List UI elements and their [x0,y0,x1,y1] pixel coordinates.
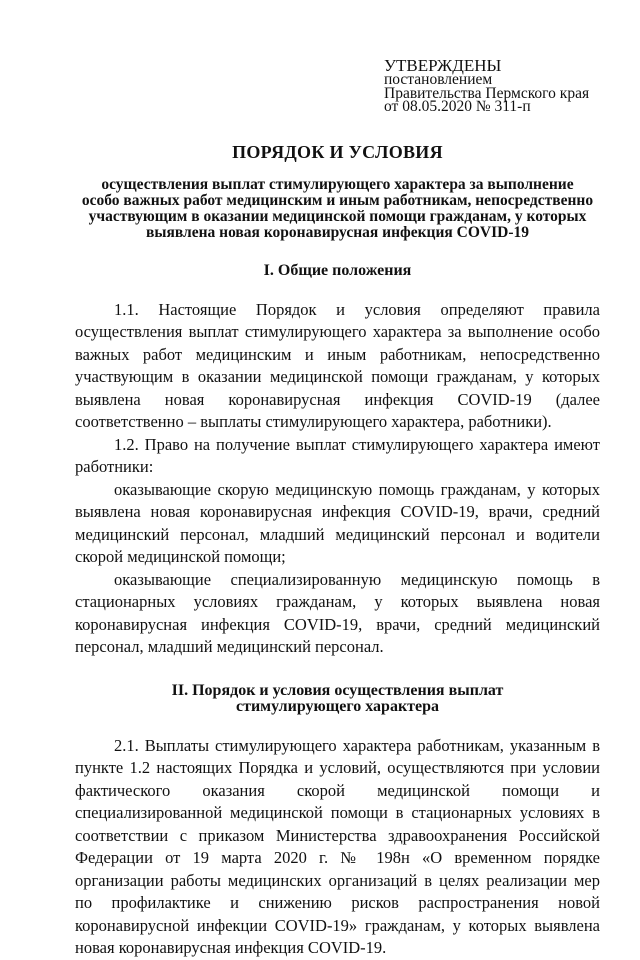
section-2-heading [75,683,600,715]
spacer [75,659,600,683]
subtitle-line: выявлена новая коронавирусная инфекция COVID-19 [145,223,530,241]
paragraph-2-1: 2.1. Выплаты стимулирующего характера работникам, указанным в пункте 1.2 настоящих Порядка и условий, осуществляются при условии фактического оказания скорой медицинской помощи и специализированной медицинской помощи в стационарных условиях в соответствии с приказом Министерства здравоохранения Российской Федерации от 19 марта 2020 г. № 198н «О временном порядке организации работы медицинских организаций в целях реализации мер по профилактике и снижению рисков распространения новой коронавирусной инфекции COVID-19» гражданам, у которых выявлена новая коронавирусная инфекция COVID-19. [75,735,600,957]
section-2-heading-line: стимулирующего характера [235,697,440,715]
subtitle-line: особо важных работ медицинским и иным работникам, непосредственно [81,191,594,209]
approval-stamp [384,58,600,114]
subtitle-line: осуществления выплат стимулирующего характера за выполнение [101,175,574,193]
paragraph-1-1: 1.1. Настоящие Порядок и условия определяют правила осуществления выплат стимулирующего характера за выполнение особо важных работ медицинским и иным работникам, непосредственно участвующим в оказании медицинской помощи гражданам, у которых выявлена новая коронавирусная инфекция COVID-19 (далее соответственно – выплаты стимулирующего характера, работники). [75,299,600,431]
document-title: ПОРЯДОК И УСЛОВИЯ [232,141,443,162]
paragraph-1-2: 1.2. Право на получение выплат стимулирующего характера имеют работники: [75,434,600,476]
section-1-heading: I. Общие положения [263,261,412,279]
paragraph-hospital: оказывающие специализированную медицинскую помощь в стационарных условиях гражданам, у которых выявлена новая коронавирусная инфекция COVID-19, врачи, средний медицинский персонал, младший медицинский персонал. [75,569,600,656]
approval-line: Правительства Пермского края [384,84,590,102]
paragraph-ambulance: оказывающие скорую медицинскую помощь гражданам, у которых выявлена новая коронавирусная инфекция COVID-19, врачи, средний медицинский персонал, младший медицинский персонал и водители скорой медицинской помощи; [75,479,600,566]
approval-date: от 08.05.2020 № 311-п [384,98,531,115]
approval-line: постановлением [384,71,493,88]
section-2-heading-line: II. Порядок и условия осуществления выплат [171,681,504,699]
approval-title: УТВЕРЖДЕНЫ [384,56,502,75]
document-subtitle [75,177,600,241]
subtitle-line: участвующим в оказании медицинской помощи гражданам, у которых [88,207,587,225]
